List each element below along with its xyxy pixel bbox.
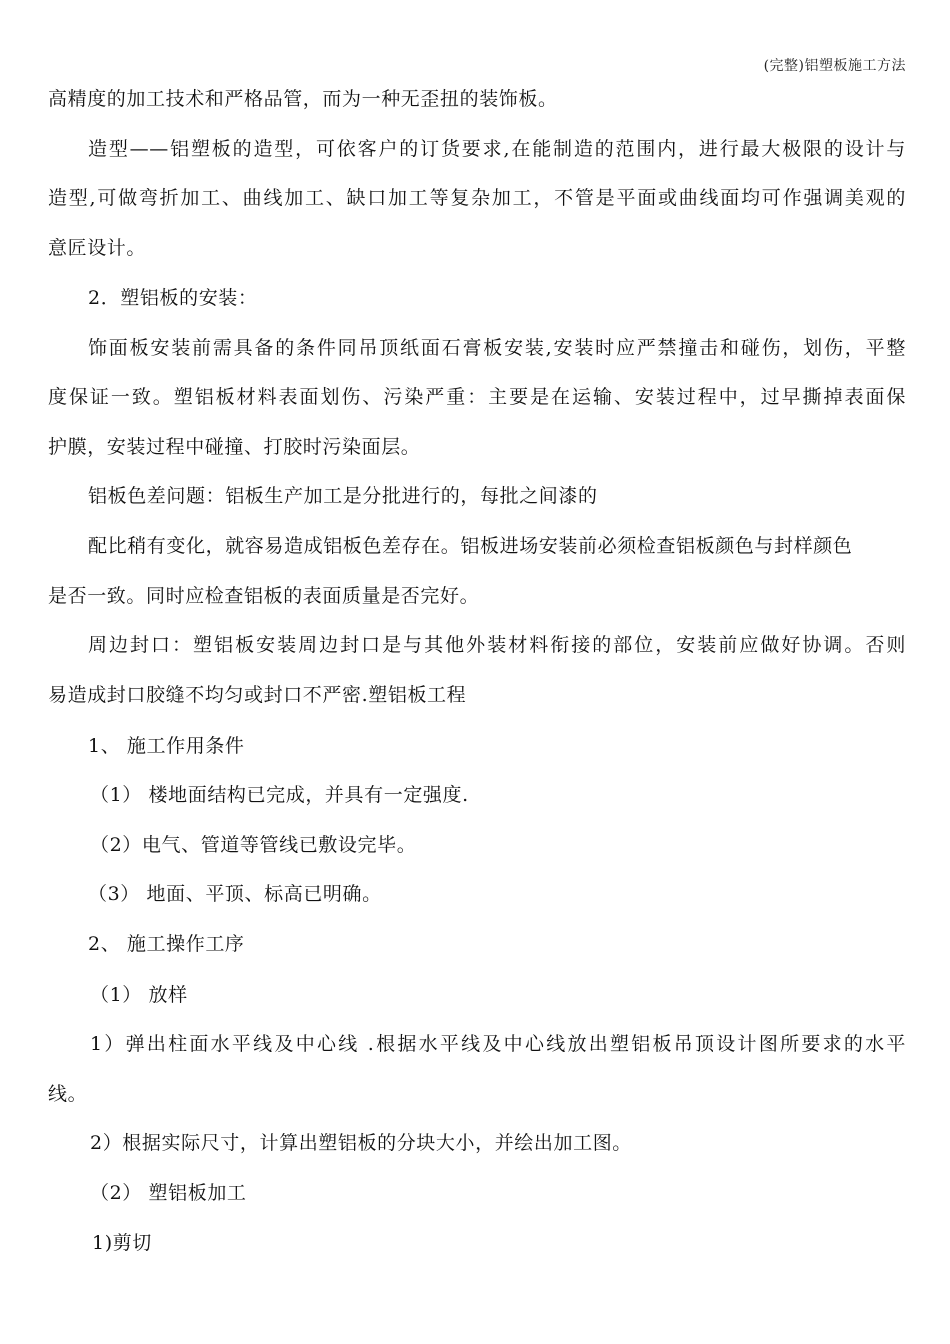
list-item: （1） 楼地面结构已完成，并具有一定强度. [90, 784, 469, 806]
list-heading: 2、 施工操作工序 [88, 933, 245, 955]
paragraph-line: 造型——铝塑板的造型，可依客户的订货要求,在能制造的范围内，进行最大极限的设计与 [88, 138, 906, 160]
list-item: （1） 放样 [90, 984, 188, 1006]
paragraph-line: 周边封口：塑铝板安装周边封口是与其他外装材料衔接的部位，安装前应做好协调。否则 [88, 634, 906, 656]
paragraph-line: 是否一致。同时应检查铝板的表面质量是否完好。 [48, 585, 480, 607]
list-item: （2） 塑铝板加工 [90, 1182, 247, 1204]
page-header: (完整)铝塑板施工方法 [763, 58, 906, 74]
paragraph-line: 高精度的加工技术和严格品管，而为一种无歪扭的装饰板。 [48, 88, 558, 110]
list-item: （2）电气、管道等管线已敷设完毕。 [90, 834, 417, 856]
list-item: （3） 地面、平顶、标高已明确。 [88, 883, 382, 905]
paragraph-line: 易造成封口胶缝不均匀或封口不严密.塑铝板工程 [48, 684, 467, 706]
list-heading: 1、 施工作用条件 [88, 735, 245, 757]
list-item: 1)剪切 [92, 1232, 152, 1254]
paragraph-line: 饰面板安装前需具备的条件同吊顶纸面石膏板安装,安装时应严禁撞击和碰伤，划伤，平整 [88, 337, 906, 359]
paragraph-line: 造型,可做弯折加工、曲线加工、缺口加工等复杂加工，不管是平面或曲线面均可作强调美观的 [48, 187, 906, 209]
paragraph-line: 意匠设计。 [48, 237, 147, 259]
paragraph-line: 2）根据实际尺寸，计算出塑铝板的分块大小，并绘出加工图。 [90, 1132, 632, 1154]
paragraph-line: 度保证一致。塑铝板材料表面划伤、污染严重：主要是在运输、安装过程中，过早撕掉表面保 [48, 386, 906, 408]
paragraph-line: 1）弹出柱面水平线及中心线 .根据水平线及中心线放出塑铝板吊顶设计图所要求的水平 [90, 1033, 906, 1055]
paragraph-line: 铝板色差问题：铝板生产加工是分批进行的，每批之间漆的 [88, 485, 598, 507]
paragraph-line: 护膜，安装过程中碰撞、打胶时污染面层。 [48, 436, 421, 458]
section-heading: 2．塑铝板的安装： [88, 287, 258, 309]
paragraph-line: 配比稍有变化，就容易造成铝板色差存在。铝板进场安装前必须检查铝板颜色与封样颜色 [88, 535, 853, 557]
paragraph-line: 线。 [48, 1083, 88, 1105]
